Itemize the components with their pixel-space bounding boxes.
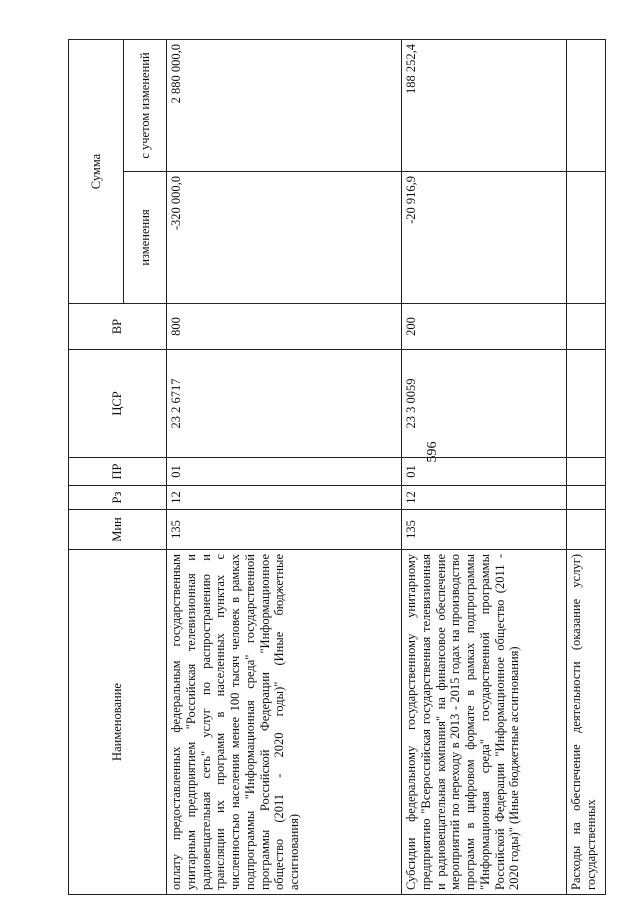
row-min bbox=[567, 510, 606, 550]
row-name: Субсидии федеральному государственному унитарному предприятию "Всероссийская государственная телевизионная и радиовещательная компания" на финансовое обеспечение мероприятий по переходу в 2013 - 2015 годах на производство программ в цифровом формате в рамках подпрограммы "Информационная среда" государственной программы Российской Федерации "Информационное общество (2011 - 2020 годы)" (Иные бюджетные ассигнования) bbox=[402, 550, 567, 895]
row-name: Расходы на обеспечение деятельности (оказание услуг) государственных bbox=[567, 550, 606, 895]
row-total bbox=[567, 40, 606, 172]
row-pr: 01 bbox=[167, 458, 402, 486]
header-change: изменения bbox=[124, 172, 167, 304]
header-min: Мин bbox=[69, 510, 167, 550]
row-rz bbox=[567, 486, 606, 510]
header-name: Наименование bbox=[69, 550, 167, 895]
table-row bbox=[567, 40, 606, 895]
header-sum: Сумма bbox=[69, 40, 124, 304]
row-total: 188 252,4 bbox=[402, 40, 567, 172]
page-number: 596 bbox=[425, 441, 440, 463]
table-row bbox=[402, 40, 567, 895]
row-vr: 200 bbox=[402, 304, 567, 350]
row-vr bbox=[567, 304, 606, 350]
row-rz: 12 bbox=[167, 486, 402, 510]
row-csr: 23 2 6717 bbox=[167, 350, 402, 458]
header-csr: ЦСР bbox=[69, 350, 167, 458]
rotated-content bbox=[68, 40, 598, 895]
row-min: 135 bbox=[167, 510, 402, 550]
row-change: -320 000,0 bbox=[167, 172, 402, 304]
row-name: оплату предоставленных федеральным государственным унитарным предприятием "Российская телевизионная и радиовещательная сеть" услуг по распространению и трансляции их программ в населенных пунктах с численностью населения менее 100 тысяч человек в рамках подпрограммы "Информационная среда" государственной программы Российской Федерации "Информационное общество (2011 - 2020 годы)" (Иные бюджетные ассигнования) bbox=[167, 550, 402, 895]
row-min: 135 bbox=[402, 510, 567, 550]
rotated-page bbox=[68, 40, 598, 895]
row-total: 2 880 000,0 bbox=[167, 40, 402, 172]
row-vr: 800 bbox=[167, 304, 402, 350]
row-pr: 01 bbox=[402, 458, 567, 486]
row-change: -20 916,9 bbox=[402, 172, 567, 304]
header-total: с учетом изменений bbox=[124, 40, 167, 172]
row-csr bbox=[567, 350, 606, 458]
header-rz: Рз bbox=[69, 486, 167, 510]
budget-table bbox=[68, 39, 606, 895]
row-rz: 12 bbox=[402, 486, 567, 510]
row-change bbox=[567, 172, 606, 304]
header-pr: ПР bbox=[69, 458, 167, 486]
table-row bbox=[167, 40, 402, 895]
header-vr: ВР bbox=[69, 304, 167, 350]
row-pr bbox=[567, 458, 606, 486]
header-row bbox=[69, 40, 124, 895]
row-csr: 23 3 0059 bbox=[402, 350, 567, 458]
